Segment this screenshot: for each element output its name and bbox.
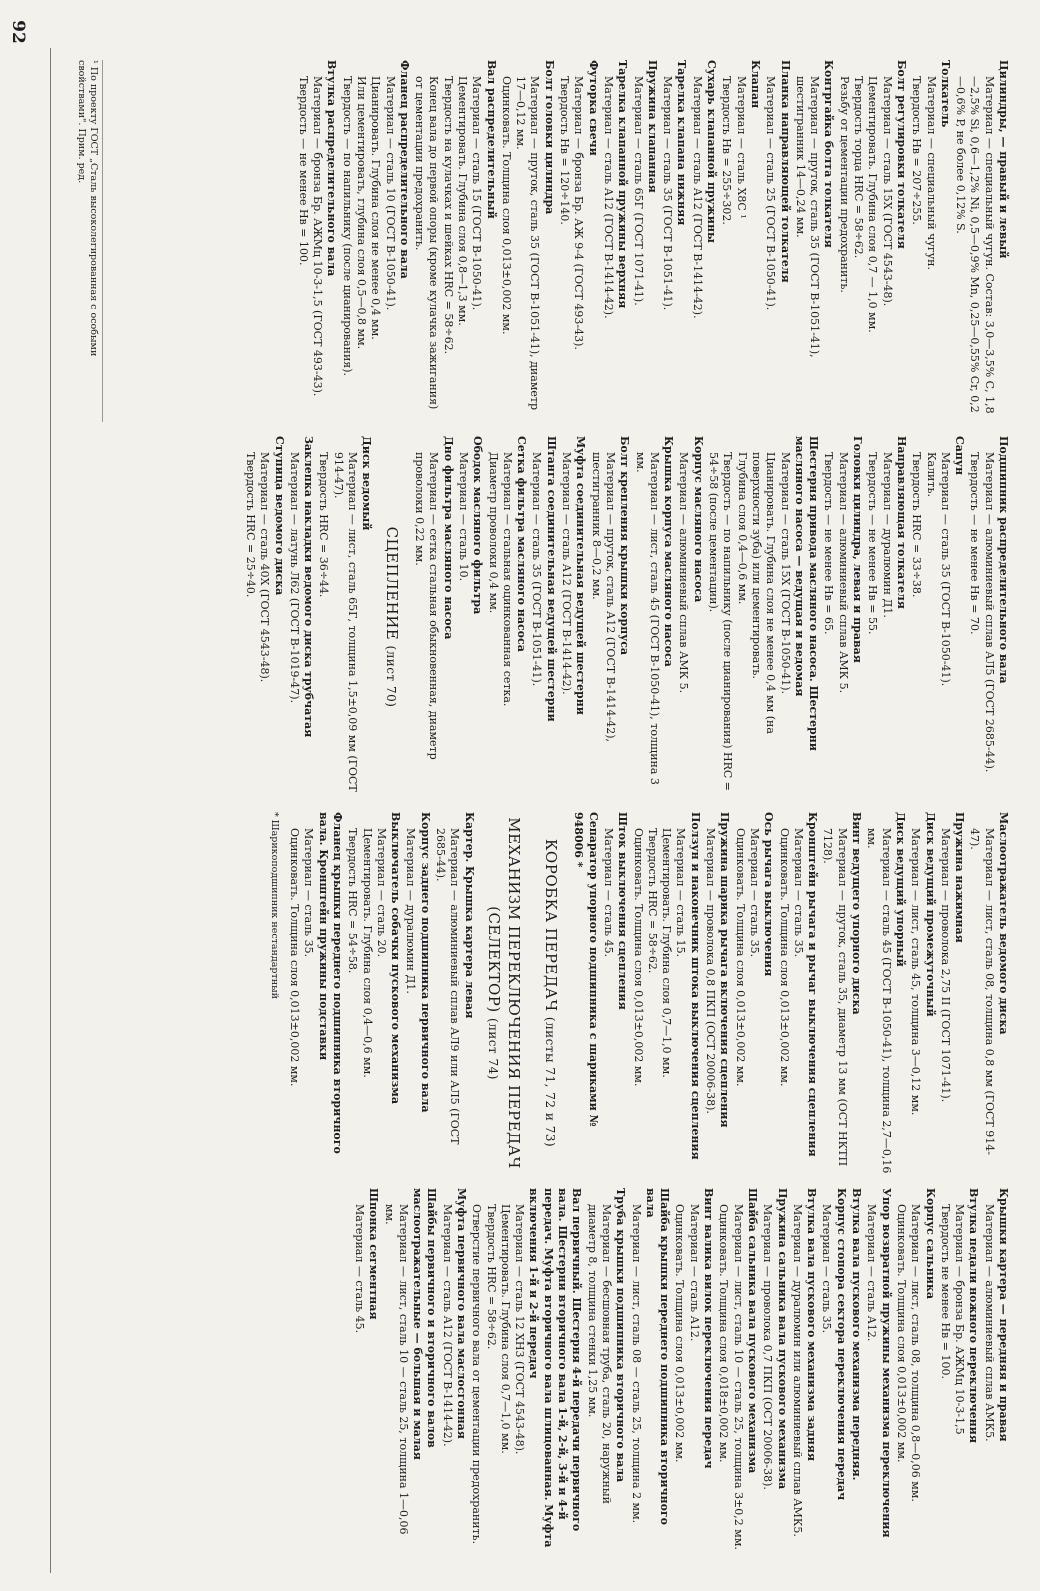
spec-line: Твердость — не менее Hв = 100. [296,76,310,266]
spec-line: Материал — алюминиевый сплав АМК 5. [677,452,691,694]
section-title-text: СЦЕПЛЕНИЕ [382,526,401,646]
spec-line: Материал — алюминиевый сплав АЛ9 или АЛ5 (ГОСТ 2685-44). [434,828,462,1145]
spec-line: Цианировать. Глубина слоя не менее 0,4 мм. [369,76,383,340]
spec-entry [456,436,485,798]
part-heading: Диск ведущий промежуточный [923,812,937,1017]
spec-line: Материал — сталь 35. [791,828,805,958]
spec-line: Материал — стальная оцинкованная сетка. [500,452,514,707]
spec-entry [601,60,630,422]
spec-line: Твердость HRC = 33÷38. [910,452,924,598]
spec-line: Материал — алюминиевый сплав АЛ5 (ГОСТ 2685-44). [982,452,996,773]
spec-line: Оцинковать. Толщина слоя 0,013±0,002 мм. [733,828,747,1087]
spec-line: Отверстие первичного вала от цементации предохранить. [470,1204,484,1545]
spec-entry [909,436,966,798]
part-heading: Ободок масляного фильтра [471,436,485,615]
spec-entry [967,812,1010,1174]
spec-entry [559,436,588,798]
spec-line: Оцинковать. Толщина слоя 0,013±0,002 мм. [777,828,791,1087]
section-title-text: МЕХАНИЗМ ПЕРЕКЛЮЧЕНИЯ ПЕРЕДАЧ (СЕЛЕКТОР) [485,817,523,1169]
spec-entry [849,1188,863,1550]
spec-line: Материал — сталь 35 (ГОСТ В-1051-41). [530,452,544,687]
spec-line: Твердость — не менее Hв = 65. [822,452,836,635]
spec-line: Материал — проволока 2,75 II (ГОСТ 1071-41). [938,828,952,1103]
part-heading: Сухарь клапанной пружины [705,60,719,244]
spec-entry [760,1188,789,1550]
part-heading: Пружина клапанная [645,60,659,193]
spec-entry [967,436,1010,798]
spec-line: Оцинковать. Толщина слоя 0,013±0,002 мм. [631,828,645,1087]
spec-line: Или цементировать, глубина слоя 0,5—0,8 мм. [354,76,368,350]
spec-line: Твердость на кулачках и шейках HRC = 58÷62. [441,76,455,355]
spec-line: Твердость HRC = 36÷44. [317,452,331,598]
spec-entry [630,60,659,422]
spec-line: Калить. [924,452,938,497]
spec-entry [439,1188,468,1550]
part-heading: Втулка распределительного вала [325,60,339,277]
part-heading: Крышка корпуса масляного насоса [662,436,676,667]
part-heading: Планка направляющей толкателя [778,60,792,283]
spec-line: Цианировать. Глубина слоя не менее 0,4 мм (на поверхности зуба) или цементировать. [749,452,778,734]
part-heading: Сепаратор упорного подшипника с шариками № 948006 * [572,812,600,1127]
spec-line: Твердость Hв = 207÷255. [910,76,924,225]
part-heading: Корпус сальника [923,1188,937,1299]
section-sheet-ref: (лист 74) [486,1017,501,1080]
part-heading: Головки цилиндра, левая и правая [851,436,865,663]
spec-line: Материал — алюминиевый сплав АМК 5. [836,452,850,694]
spec-line: Твердость Hв = 255÷302. [720,76,734,225]
spec-entry [672,1188,715,1550]
spec-line: Твердость Hв = 120÷140. [558,76,572,225]
part-heading: Шток выключения сцепления [616,812,630,1010]
spec-entry [499,60,556,422]
spec-entry [352,1188,381,1550]
spec-entry [584,1188,627,1550]
part-heading: Ступица ведомого диска [272,436,286,596]
spec-line: Материал — сталь 15Х (ГОСТ В-1050-41). [778,452,792,695]
spec-line: Материал — сталь 65Г (ГОСТ 1071-41). [631,76,645,306]
part-heading: Корпус стопора сектора переключения передач [834,1188,848,1501]
part-heading: Шайба крышки переднего подшипника вторичного вала [643,1188,672,1525]
spec-line: Материал — дуралюмин Д1. [880,452,894,618]
part-heading: Фланец распределительного вала [397,60,411,279]
spec-entry [412,436,455,798]
spec-entry [793,60,836,422]
part-heading: Тарелка клапанной пружины верхняя [616,60,630,309]
spec-entry [706,436,820,798]
spec-entry [703,812,732,1174]
section-title [541,812,561,1174]
spec-line: Материал — пруток, сталь 35 (ГОСТ В-1051-41), диаметр 17—0,12 мм. [514,76,542,411]
spec-entry [865,436,908,798]
spec-entry [676,436,705,798]
part-heading: Клапан [748,60,762,109]
spec-entry [938,1188,981,1550]
spec-entry [632,436,675,798]
spec-entry [790,1188,819,1550]
part-heading: Сетка фильтра масляного насоса [515,436,529,652]
spec-entry [953,60,1010,422]
spec-line: Материал — лист, сталь 65Г, толщина 1,5±0,09 мм (ГОСТ 914-47). [331,452,360,792]
spec-entry [433,812,476,1174]
part-heading: Винт ведущего упорного диска [850,812,864,1015]
spec-line: Материал — дуралюмин или алюминиевый сплав АМК5. [790,1204,804,1537]
spec-line: Материал — сталь А12 (ГОСТ В-1414-42). [690,76,704,319]
spec-line: Материал — сталь А12. [865,1204,879,1342]
spec-line: Материал — лист, сталь 10 — сталь 25, толщина 1—0,06 мм. [382,1204,410,1535]
section-title [381,436,401,798]
spec-entry [776,812,819,1174]
section-sheet-ref: (листы 71, 72 и 73) [543,1016,558,1148]
part-heading: Болт крепления крышки корпуса [618,436,632,656]
part-heading: Болт головки цилиндра [542,60,556,215]
spec-line: Материал — сталь 20. [374,828,388,958]
spec-line: Материал — лист, сталь 08 — сталь 25, толщина 2 мм. [629,1204,643,1524]
spec-entry [529,436,558,798]
part-heading: Муфта соединительная ведущей шестерни [574,436,588,715]
spec-entry [557,60,600,422]
spec-entry [295,60,338,422]
spec-entry [763,60,792,422]
spec-line: Цементировать. Глубина слоя 0,4—0,6 мм. [360,828,374,1078]
part-heading: Втулка вала пускового механизма передняя. [850,1188,864,1481]
part-heading: Фланец крышки переднего подшипника вторичного вала. Кронштейн пружины подставки [316,812,344,1154]
spec-line: Материал — проволока 0,7 ПКП (ОСТ 20006-38). [761,1204,775,1490]
spec-line: Материал — латунь Л62 (ГОСТ В-1019-47). [287,452,301,704]
spec-line: Материал — сталь Х8С ¹ [734,76,748,219]
text-column-1 [75,60,1010,422]
spec-entry [287,436,316,798]
spec-line: Оцинковать. Толщина слоя 0,013±0,002 мм. [894,1204,908,1463]
spec-entry [981,1188,1010,1550]
part-heading: Болт регулировки толкателя [894,60,908,249]
spec-line: Материал — бесшовная труба, сталь 20, наружный диаметр 8, толщина стенки 1,25 мм. [585,1204,613,1504]
part-heading: Шайба сальника вала пускового механизма [745,1188,759,1474]
part-heading: Сапун [953,436,967,476]
spec-line: Материал — сталь 15 (ГОСТ В-1050-41). [470,76,484,311]
footnote: * Шарикоподшипник нестандартный [268,812,280,999]
spec-entry [716,1188,759,1550]
spec-line: Материал — лист, сталь 08, толщина 0,8 мм (ГОСТ 914-47). [968,828,996,1155]
spec-line: Материал — проволока 0,8 ПКП (ОСТ 20006-38). [704,828,718,1114]
spec-line: Материал — сталь 15. [674,828,688,958]
part-heading: Упор возвратной пружины механизма переключения [879,1188,893,1538]
spec-entry [689,60,718,422]
spec-line: Материал — сталь 35. [820,1204,834,1334]
section-title-text: КОРОБКА ПЕРЕДАЧ [542,838,561,1017]
spec-line: Материал — лист, сталь 45 (ГОСТ В-1050-41), толщина 3 мм. [633,452,661,785]
section-sheet-ref: (лист 70) [383,645,398,708]
spec-entry [820,812,863,1174]
spec-line: Материал — сталь 10. [457,452,471,582]
spec-line: Материал — лист, сталь 08, толщина 0,8—0,06 мм. [909,1204,923,1502]
spec-line: Резьбу от цементации предохранить. [837,76,851,293]
part-heading: Винт валика вилок переключения передач [702,1188,716,1469]
spec-entry [732,812,775,1174]
spec-line: Твердость — не менее Hв = 55. [866,452,880,635]
spec-line: Цементировать. Глубина слоя 0,7 — 1,0 мм. [866,76,880,333]
spec-entry [909,60,952,422]
part-heading: Труба крышки подшипника вторичного вала [614,1188,628,1483]
spec-line: Материал — лист, сталь 45, толщина 3—0,12 мм. [909,828,923,1116]
spec-entry [403,812,432,1174]
part-heading: Муфта первичного вала маслосгонная [455,1188,469,1439]
spec-line: Материал — сталь 15Х (ГОСТ 4543-48). [880,76,894,307]
spec-line: Глубина слоя 0,4—0,6 мм. [735,452,749,605]
spec-entry [864,1188,893,1550]
spec-entry [894,1188,937,1550]
page-number: 92 [7,20,28,44]
spec-entry [287,812,344,1174]
part-heading: Футорка свечи [586,60,600,156]
part-heading: Корпус заднего подшипника первичного вала [418,812,432,1113]
spec-line: Материал — сталь 25 (ГОСТ В-1050-41). [764,76,778,311]
spec-line: Материал — сталь А12 (ГОСТ В-1414-42). [601,76,615,319]
spec-entry [485,436,528,798]
part-heading: Диск ведомый [360,436,374,531]
part-heading: Выключатель собачки пускового механизма [389,812,403,1104]
spec-line: Цементировать. Глубина слоя 0,7—1,0 мм. [498,1204,512,1454]
spec-entry [628,1188,671,1550]
part-heading: Толкатель [938,60,952,128]
spec-line: Материал — сталь 45 (ГОСТ В-1050-41), толщина 2,7—0,16 мм. [865,828,893,1174]
text-column-2 [75,436,1010,798]
part-heading: Цилиндры, — правый и левый [997,60,1010,259]
spec-entry [243,436,286,798]
spec-line: Оцинковать. Толщина слоя 0,013±0,002 мм. [673,1204,687,1463]
part-heading: Корпус масляного насоса [691,436,705,603]
spec-entry [908,812,937,1174]
part-heading: Пружина шарика рычага включения сцепления [718,812,732,1128]
part-heading: Шайбы первичного и вторичного валов маслоотражательные — большая и малая [411,1188,439,1460]
spec-line: Твердость — по напильнику (после цианирования). [340,76,354,377]
part-heading: Заклепка накладки ведомого диска трубчатая [302,436,316,738]
spec-entry [864,812,907,1174]
spec-line: Материал — бронза Бр. АЖМц 10-3-1,5 [953,1204,967,1435]
part-heading: Ось рычага выключения [762,812,776,977]
spec-line: Диаметр проволоки 0,4 мм. [486,452,500,614]
spec-line: Твердость HRC = 58÷62. [645,828,659,974]
part-heading: Шестерня привода масляного насоса. Шестерни масляного насоса — ведущая и ведомая [792,436,821,751]
part-heading: Дно фильтра масляного насоса [441,436,455,640]
spec-line: Материал — сталь 10 (ГОСТ В-1050-41). [383,76,397,311]
part-heading: Крышки картера — передняя и правая [997,1188,1010,1442]
part-heading: Пружина сальника вала пускового механизма [775,1188,789,1490]
spec-line: Материал — бронза Бр. АЖ 9-4 (ГОСТ 493-43). [572,76,586,350]
part-heading: Направляющая толкателя [894,436,908,609]
spec-line: Конец вала до первой опоры (кроме кулачка зажигания) от цементации предохранить. [413,76,441,410]
spec-entry [571,812,600,1174]
part-heading: Втулка вала пускового механизма задняя [805,1188,819,1462]
spec-line: Твердость HRC = 25÷40. [243,452,257,598]
footnote: ¹ По проекту ГОСТ „Сталь высоколегированная с особыми свойствами". Прим. ред. [75,60,103,422]
spec-line: Материал — лист, сталь 10 — сталь 25, толщина 3±0,2 мм. [731,1204,745,1550]
spec-line: Твердость не менее Hв = 100. [938,1204,952,1379]
part-heading: Маслоотражатель ведомого диска [997,812,1010,1035]
spec-line: Цементировать. Глубина слоя 0,8—1,3 мм. [456,76,470,326]
spec-line: Материал — сталь 35. [302,828,316,958]
text-column-4 [75,1188,1010,1550]
part-heading: Контргайка болта толкателя [822,60,836,248]
part-heading: Тарелка клапана нижняя [675,60,689,226]
rotated-text-body [75,60,1010,1550]
part-heading: Подшипник распределительного вала [997,436,1010,684]
spec-line: Материал — дуралюмин Д1. [404,828,418,994]
spec-entry [836,60,907,422]
spec-line: Материал — сталь А12. [687,1204,701,1342]
part-heading: Шпонка сегментная [367,1188,381,1320]
spec-line: Материал — сталь 45. [601,828,615,958]
spec-line: Твердость — не менее Hв = 70. [968,452,982,635]
spec-entry [719,60,762,422]
part-heading: Кронштейн рычага и рычаг выключения сцепления [806,812,820,1157]
spec-entry [938,812,967,1174]
part-heading: Диск ведущий упорный [893,812,907,967]
spec-line: Твердость HRC = 54÷58. [346,828,360,974]
spec-line: Материал — сталь А12 (ГОСТ В-1414-42). [440,1204,454,1447]
spec-line: Материал — специальный чугун. Состав: 3,0—3,5% С, 1,8—2,5% Si, 0,6—1,2% Ni, 0,5—0,9% Mn, 0,25—0,55% Cr, 0,2—0,6% P, не более 0,12% S. [954,76,996,414]
part-heading: Штанга соединительная ведущей шестерни [544,436,558,722]
spec-line: Материал — сталь 12 ХН3 (ГОСТ 4543-48). [513,1204,527,1455]
spec-line: Материал — специальный чугун. [924,76,938,270]
spec-entry [469,1188,583,1550]
spec-line: Материал — сталь 45. [352,1204,366,1334]
spec-line: Твердость HRC = 58÷62. [484,1204,498,1350]
spec-line: Оцинковать. Толщина слоя 0,013±0,002 мм. [499,76,513,335]
spec-line: Оцинковать. Толщина слоя 0,013±0,002 мм. [288,828,302,1087]
part-heading: Вал распределительный [484,60,498,219]
spec-line: Оцинковать. Толщина слоя 0,018±0,002 мм. [717,1204,731,1463]
spec-entry [819,1188,848,1550]
spec-line: Материал — сталь 35 (ГОСТ В-1051-41). [661,76,675,311]
spec-line: Материал — пруток, сталь 35, диаметр 13 мм (ОСТ НКТП 7128). [821,828,849,1167]
spec-line: Материал — сталь А12 (ГОСТ В-1414-42). [560,452,574,695]
part-heading: Пружина нажимная [953,812,967,943]
text-column-3 [75,812,1010,1174]
spec-line: Материал — пруток, сталь 35 (ГОСТ В-1051-41), шестигранник 14—0,24 мм. [793,76,822,358]
spec-line: Материал — сталь 40Х (ГОСТ 4543-48). [258,452,272,683]
spec-entry [316,436,373,798]
spec-entry [601,812,630,1174]
part-heading: Вал первичный. Шестерня 4-й передачи первичного вала. Шестерни вторичного вала 1-й, 2-й, 3-й и 4-й передач. Муфта вторичного вала шлицованная. Муфта включения 1-й и 2-й передач [527,1188,584,1548]
part-heading: Ползун и наконечник штока выключения сцепления [688,812,702,1160]
part-heading: Втулка педали ножного переключения [967,1188,981,1443]
spec-line: Твердость — по напильнику (после цианирования) HRC = 54÷58 (после цементации). [707,452,735,792]
spec-entry [630,812,701,1174]
spec-entry [345,812,402,1174]
spec-entry [821,436,864,798]
spec-line: Твердость торца HRC = 58÷62. [852,76,866,259]
spec-line: Материал — пруток, сталь А12 (ГОСТ В-1414-42), шестигранник 8—0,2 мм. [589,452,617,742]
spec-line: Материал — сталь 35 (ГОСТ В-1050-41). [938,452,952,687]
spec-line: Материал — сталь 35. [747,828,761,958]
spec-entry [588,436,631,798]
spec-line: Материал — бронза Бр. АЖМц 10-3-1,5 (ГОСТ 493-43). [311,76,325,397]
spec-entry [339,60,410,422]
spec-entry [412,60,498,422]
spec-entry [660,60,689,422]
spec-line: Материал — сетка стальная обыкновенная, диаметр проволоки 0,22 мм. [413,452,441,760]
spec-line: Материал — алюминиевый сплав АМК5. [982,1204,996,1442]
part-heading: Картер. Крышка картера левая [462,812,476,1019]
section-title [484,812,523,1174]
spec-line: Цементировать. Глубина слоя 0,7—1,0 мм. [660,828,674,1078]
spec-entry [381,1188,438,1550]
